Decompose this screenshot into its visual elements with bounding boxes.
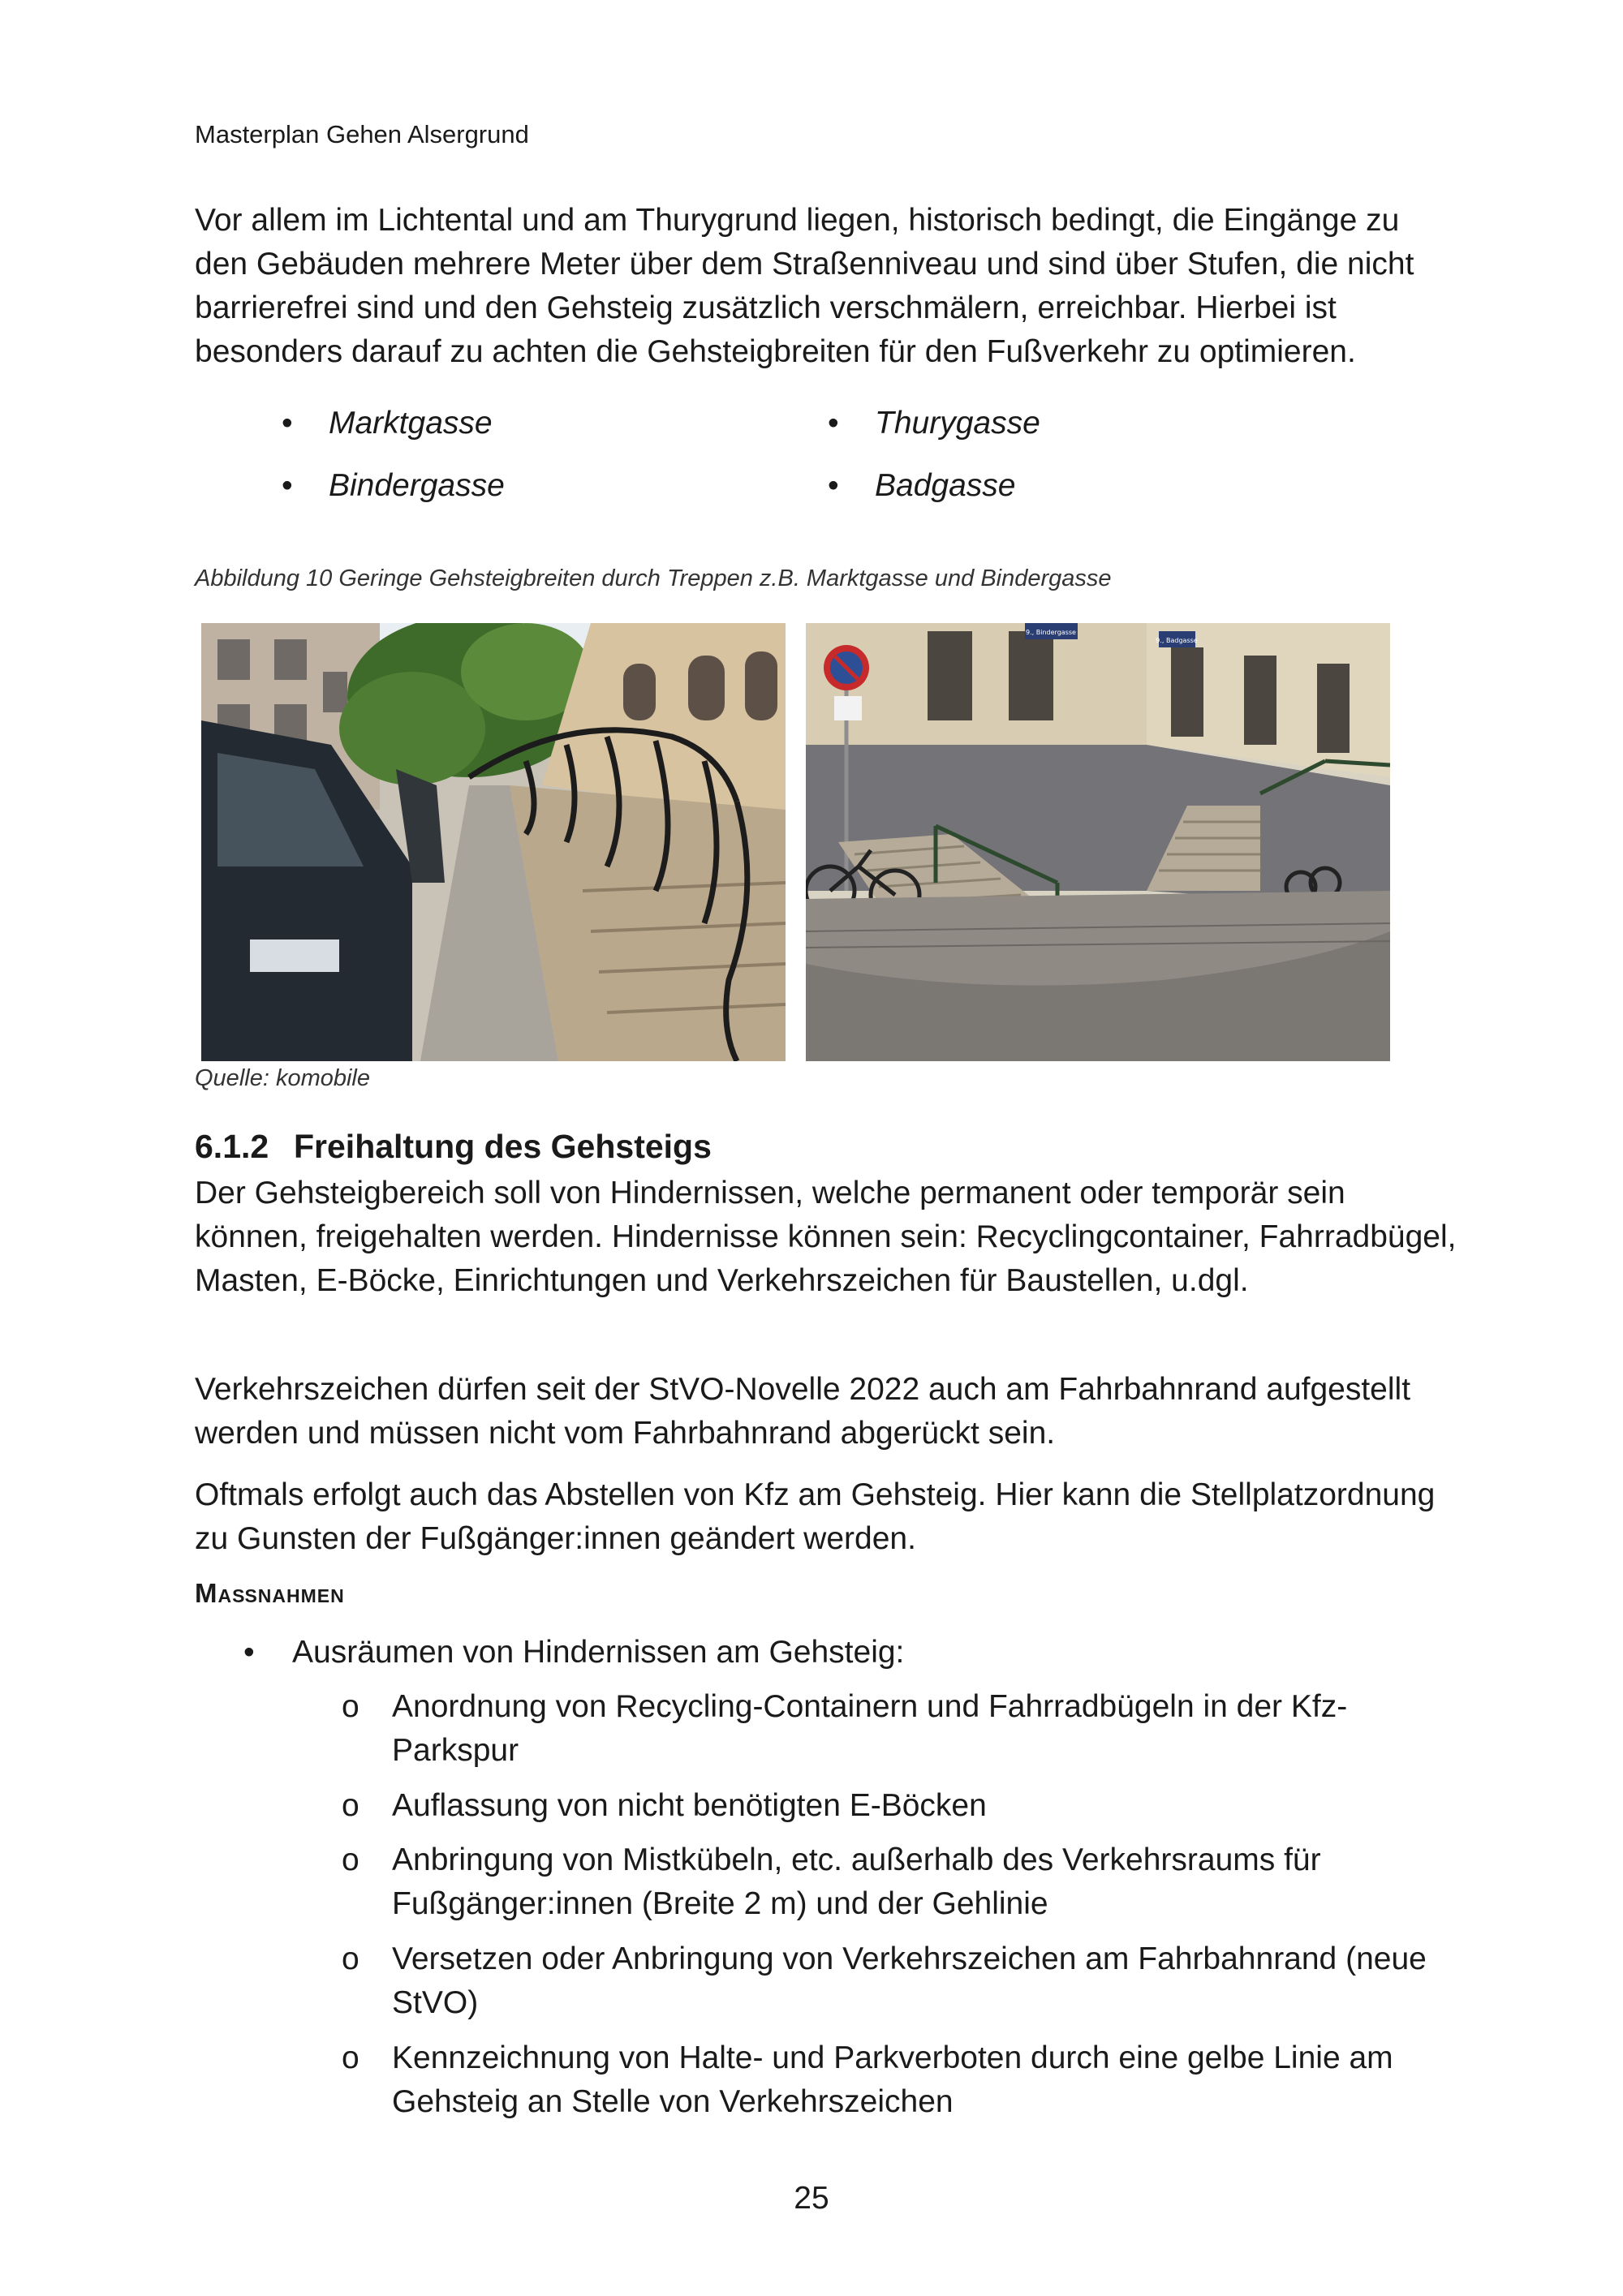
section-heading (195, 1128, 712, 1166)
measures-sub-item (342, 1685, 1447, 1773)
bullet-icon: • (828, 468, 839, 503)
measures-sub-text: Anbringung von Mistkübeln, etc. außerhalb des Verkehrsraums für Fußgänger:innen (Breite 2 m) und der Gehlinie (392, 1842, 1321, 1921)
circle-bullet-icon: o (342, 2040, 359, 2075)
street-list-item (828, 464, 1016, 508)
figure-caption: Abbildung 10 Geringe Gehsteigbreiten durch Treppen z.B. Marktgasse und Bindergasse (195, 565, 1112, 591)
bullet-icon: • (282, 468, 293, 503)
measures-sub-item (342, 1838, 1447, 1926)
section-paragraph: Der Gehsteigbereich soll von Hindernissen, welche permanent oder temporär sein können, freigehalten werden. Hindernisse können sein: Recyclingcontainer, Fahrradbügel, Masten, E-Böcke, Einrichtungen und Verkehrszeichen für Baustellen, u.dgl. (195, 1176, 1457, 1298)
section-number: 6.1.2 (195, 1128, 269, 1165)
street-sign-2: 9., Badgasse (1156, 637, 1198, 644)
street-name: Badgasse (875, 468, 1016, 503)
measures-sub-text: Auflassung von nicht benötigten E-Böcken (392, 1788, 987, 1823)
street-name: Marktgasse (329, 406, 493, 441)
street-name: Bindergasse (329, 468, 505, 503)
street-name: Thurygasse (875, 406, 1040, 441)
section-paragraph: Oftmals erfolgt auch das Abstellen von Kfz am Gehsteig. Hier kann die Stellplatzordnung zu Gunsten der Fußgänger:innen geändert werden. (195, 1477, 1436, 1556)
measures-sub-item (342, 1784, 1447, 1828)
circle-bullet-icon: o (342, 1842, 359, 1877)
running-header: Masterplan Gehen Alsergrund (195, 120, 529, 148)
measures-main-item (243, 1631, 1428, 1675)
section-title: Freihaltung des Gehsteigs (294, 1128, 712, 1165)
section-paragraph: Verkehrszeichen dürfen seit der StVO-Novelle 2022 auch am Fahrbahnrand aufgestellt werden und müssen nicht vom Fahrbahnrand abgerückt sein. (195, 1372, 1411, 1451)
measures-sub-item (342, 2036, 1447, 2124)
photo-bindergasse-illustration (806, 623, 1390, 1061)
measures-main-text: Ausräumen von Hindernissen am Gehsteig: (292, 1635, 905, 1670)
measures-heading: Maßnahmen (195, 1578, 345, 1608)
circle-bullet-icon: o (342, 1788, 359, 1823)
figure-source: Quelle: komobile (195, 1065, 370, 1091)
street-list-item (828, 402, 1040, 445)
bullet-icon: • (243, 1635, 255, 1670)
measures-sub-item (342, 1937, 1447, 2025)
circle-bullet-icon: o (342, 1689, 359, 1724)
measures-sub-text: Anordnung von Recycling-Containern und Fahrradbügeln in der Kfz-Parkspur (392, 1689, 1348, 1768)
bullet-icon: • (282, 406, 293, 441)
photo-marktgasse-illustration (201, 623, 786, 1061)
street-sign-1: 9., Bindergasse (1026, 629, 1076, 636)
street-list-item (282, 402, 493, 445)
circle-bullet-icon: o (342, 1941, 359, 1976)
page-number: 25 (794, 2181, 829, 2216)
photo-bindergasse-corner (806, 623, 1390, 1061)
bullet-icon: • (828, 406, 839, 441)
intro-paragraph: Vor allem im Lichtental und am Thurygrund liegen, historisch bedingt, die Eingänge zu den Gebäuden mehrere Meter über dem Straßenniveau und sind über Stufen, die nicht barrierefrei sind und den Gehsteig zusätzlich verschmälern, erreichbar. Hierbei ist besonders darauf zu achten die Gehsteigbreiten für den Fußverkehr zu optimieren. (195, 203, 1414, 369)
measures-sub-text: Versetzen oder Anbringung von Verkehrszeichen am Fahrbahnrand (neue StVO) (392, 1941, 1427, 2020)
street-list-item (282, 464, 505, 508)
photo-marktgasse-stairs (201, 623, 786, 1061)
measures-sub-text: Kennzeichnung von Halte- und Parkverboten durch eine gelbe Linie am Gehsteig an Stelle von Verkehrszeichen (392, 2040, 1393, 2119)
